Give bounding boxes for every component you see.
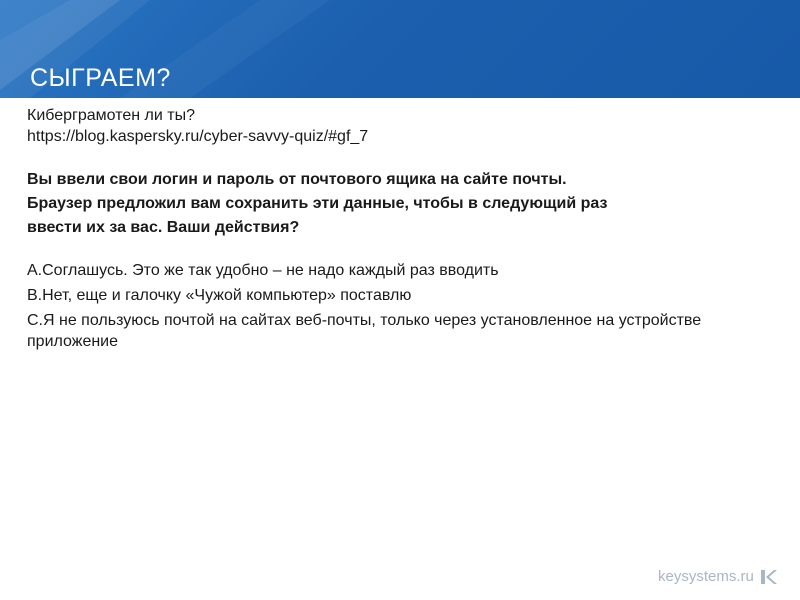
answer-list bbox=[27, 260, 707, 352]
question-line: Вы ввели свои логин и пароль от почтового ящика на сайте почты. bbox=[27, 171, 567, 188]
question-text bbox=[27, 168, 707, 240]
slide-content bbox=[27, 105, 707, 356]
header-banner bbox=[0, 0, 800, 98]
footer-site-text: keysystems.ru bbox=[658, 568, 754, 585]
question-line: Браузер предложил вам сохранить эти данные, чтобы в следующий раз bbox=[27, 195, 608, 212]
answer-option-c: С.Я не пользуюсь почтой на сайтах веб-почты, только через установленное на устройстве приложение bbox=[27, 312, 702, 350]
page-title: СЫГРАЕМ? bbox=[30, 64, 171, 92]
keysystems-logo-icon bbox=[760, 568, 778, 586]
quiz-intro: Киберграмотен ли ты? bbox=[27, 107, 195, 124]
answer-option-b: В.Нет, еще и галочку «Чужой компьютер» поставлю bbox=[27, 287, 412, 304]
question-line: ввести их за вас. Ваши действия? bbox=[27, 219, 300, 236]
source-link[interactable]: https://blog.kaspersky.ru/cyber-savvy-quiz/#gf_7 bbox=[27, 128, 369, 145]
answer-option-a: А.Соглашусь. Это же так удобно – не надо каждый раз вводить bbox=[27, 262, 499, 279]
